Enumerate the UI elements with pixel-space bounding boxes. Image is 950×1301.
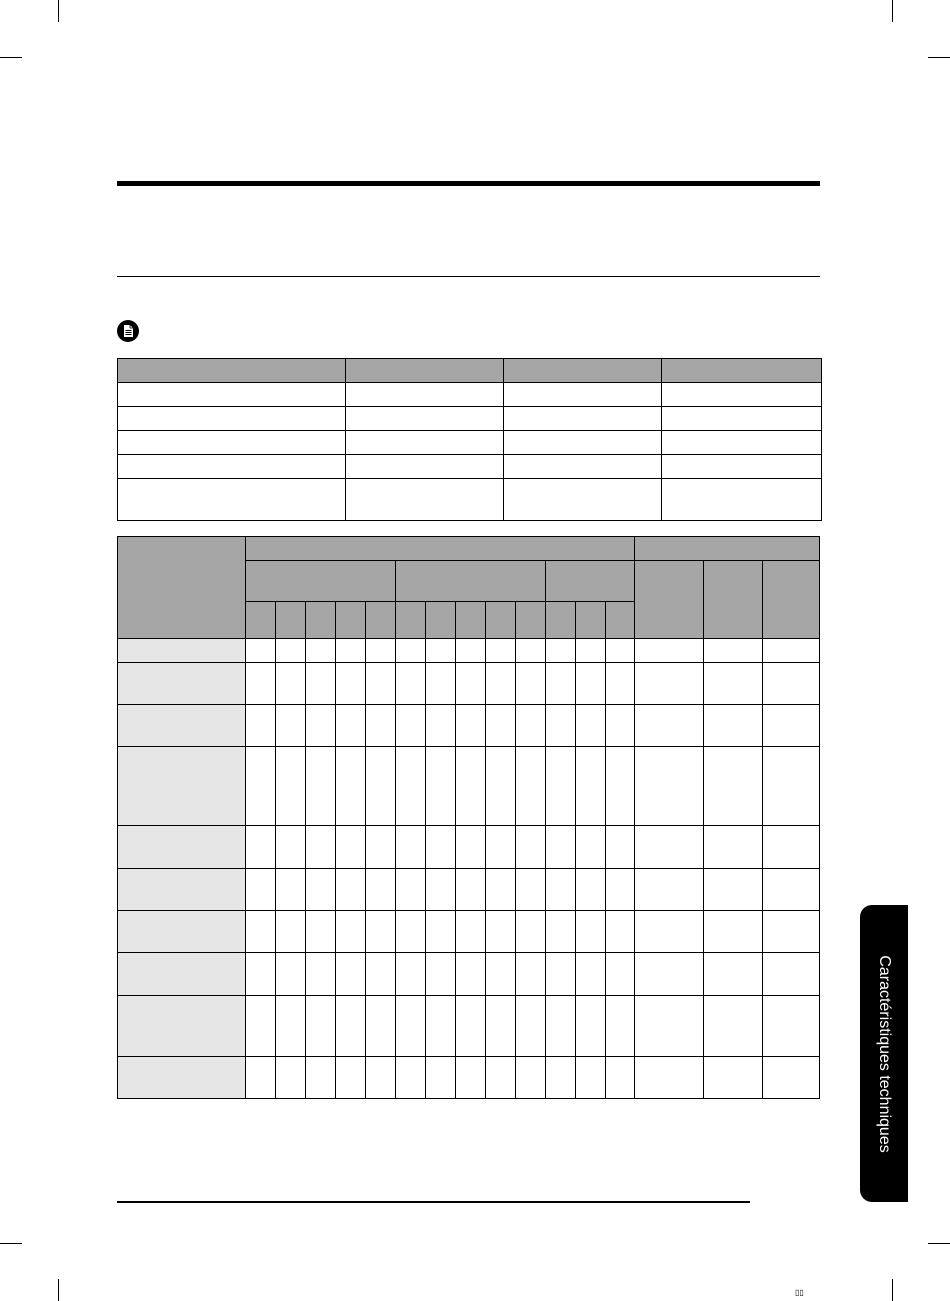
table-cell	[763, 639, 820, 663]
table-cell	[546, 747, 576, 826]
table-cell	[516, 1057, 546, 1099]
table-cell	[704, 869, 763, 911]
table-cell	[704, 663, 763, 705]
table-cell	[366, 826, 396, 869]
table-cell	[606, 663, 635, 705]
table-cell	[704, 953, 763, 996]
table-cell	[276, 1057, 306, 1099]
table-cell	[396, 953, 426, 996]
crop-mark-bottom-right-horizontal	[928, 1243, 950, 1244]
table-cell	[486, 996, 516, 1057]
table-cell	[276, 663, 306, 705]
table-cell	[546, 911, 576, 953]
page-number: ▯▯	[795, 1288, 804, 1297]
table-cell	[246, 996, 276, 1057]
table-cell	[546, 869, 576, 911]
table-cell	[426, 747, 456, 826]
table-cell	[366, 663, 396, 705]
table-cell	[606, 747, 635, 826]
table-cell	[246, 1057, 276, 1099]
table-cell	[456, 705, 486, 747]
table-cell	[763, 663, 820, 705]
table-cell	[306, 911, 336, 953]
table-cell	[246, 826, 276, 869]
table-cell	[396, 747, 426, 826]
table-cell	[336, 826, 366, 869]
table-cell	[396, 869, 426, 911]
table-header-cell	[635, 561, 704, 639]
table-cell	[635, 996, 704, 1057]
table-row-header-cell	[118, 869, 246, 911]
table-cell	[456, 996, 486, 1057]
table-cell	[486, 663, 516, 705]
table-row	[118, 869, 820, 911]
table-cell	[504, 479, 662, 521]
table-cell	[346, 479, 504, 521]
table-cell	[704, 639, 763, 663]
table-cell	[118, 479, 346, 521]
table-header-cell	[546, 602, 576, 639]
table-cell	[576, 705, 606, 747]
table-cell	[396, 1057, 426, 1099]
table-cell	[704, 705, 763, 747]
table-cell	[456, 639, 486, 663]
table-cell	[504, 383, 662, 407]
table-cell	[635, 826, 704, 869]
table-cell	[576, 953, 606, 996]
table-header-group-cell	[635, 537, 820, 561]
table-cell	[576, 869, 606, 911]
table-cell	[635, 663, 704, 705]
table-header-cell	[118, 359, 346, 383]
table-cell	[396, 663, 426, 705]
table-cell	[456, 911, 486, 953]
table-cell	[635, 953, 704, 996]
table-header-cell	[516, 602, 546, 639]
table-cell	[516, 705, 546, 747]
table-cell	[396, 826, 426, 869]
table-cell	[486, 911, 516, 953]
table-cell	[346, 383, 504, 407]
table-header-cell	[366, 602, 396, 639]
table-cell	[276, 996, 306, 1057]
table-cell	[516, 663, 546, 705]
table-cell	[704, 826, 763, 869]
table-cell	[606, 996, 635, 1057]
table-row	[118, 1057, 820, 1099]
table-cell	[306, 869, 336, 911]
table-cell	[366, 705, 396, 747]
table-cell	[635, 705, 704, 747]
table-row-header-cell	[118, 639, 246, 663]
table-header-corner-cell	[118, 537, 246, 639]
table-cell	[426, 996, 456, 1057]
table-header-cell	[576, 602, 606, 639]
table-header-cell	[426, 602, 456, 639]
table-cell	[306, 747, 336, 826]
table-cell	[336, 953, 366, 996]
specifications-table	[117, 358, 822, 521]
table-cell	[306, 639, 336, 663]
table-cell	[486, 953, 516, 996]
program-options-table	[117, 536, 820, 1099]
table-header-cell	[456, 602, 486, 639]
table-header-cell	[346, 359, 504, 383]
table-cell	[662, 383, 822, 407]
table-cell	[456, 826, 486, 869]
table-cell	[276, 639, 306, 663]
table-cell	[516, 996, 546, 1057]
table-cell	[516, 747, 546, 826]
table-cell	[396, 911, 426, 953]
table-row	[118, 663, 820, 705]
table-cell	[276, 869, 306, 911]
table-header-cell	[306, 602, 336, 639]
table-header-cell	[606, 602, 635, 639]
table-cell	[576, 639, 606, 663]
table-cell	[306, 663, 336, 705]
table-cell	[576, 826, 606, 869]
table-cell	[456, 953, 486, 996]
table-cell	[576, 996, 606, 1057]
table-cell	[763, 747, 820, 826]
table-row	[118, 996, 820, 1057]
crop-mark-bottom-left-horizontal	[0, 1243, 22, 1244]
table-header-cell	[246, 602, 276, 639]
table-cell	[456, 663, 486, 705]
table-row-header-cell	[118, 663, 246, 705]
table-cell	[306, 705, 336, 747]
table-row-header-cell	[118, 996, 246, 1057]
table-header-subgroup-cell	[396, 561, 546, 602]
table-header-cell	[763, 561, 820, 639]
table-cell	[276, 911, 306, 953]
table-cell	[246, 663, 276, 705]
table-cell	[246, 747, 276, 826]
table-cell	[346, 431, 504, 455]
table-cell	[456, 869, 486, 911]
table-cell	[504, 455, 662, 479]
table-cell	[306, 826, 336, 869]
crop-mark-top-right-horizontal	[928, 57, 950, 58]
table-cell	[346, 455, 504, 479]
table-body	[118, 639, 820, 1099]
table-cell	[246, 869, 276, 911]
section-top-rule	[117, 181, 820, 186]
table-cell	[366, 996, 396, 1057]
table-cell	[426, 1057, 456, 1099]
table-cell	[486, 1057, 516, 1099]
table-cell	[763, 911, 820, 953]
crop-mark-bottom-right-vertical	[892, 1279, 893, 1301]
table-cell	[763, 869, 820, 911]
table-cell	[366, 869, 396, 911]
table-cell	[576, 911, 606, 953]
table-cell	[306, 996, 336, 1057]
table-cell	[606, 953, 635, 996]
table-cell	[456, 747, 486, 826]
table-cell	[276, 705, 306, 747]
table-cell	[486, 747, 516, 826]
table-cell	[763, 996, 820, 1057]
table-cell	[336, 996, 366, 1057]
table-cell	[662, 431, 822, 455]
table-header-subgroup-cell	[246, 561, 396, 602]
table-cell	[546, 826, 576, 869]
table-cell	[426, 639, 456, 663]
table-row	[118, 911, 820, 953]
table-cell	[426, 911, 456, 953]
table-row-header-cell	[118, 705, 246, 747]
table-cell	[763, 953, 820, 996]
table-cell	[606, 1057, 635, 1099]
table-cell	[336, 869, 366, 911]
table-cell	[662, 455, 822, 479]
table-header-row	[118, 537, 820, 561]
table-cell	[396, 639, 426, 663]
table-cell	[576, 1057, 606, 1099]
crop-mark-top-right-vertical	[892, 0, 893, 22]
table-header-subgroup-cell	[546, 561, 635, 602]
table-cell	[426, 663, 456, 705]
table-cell	[606, 705, 635, 747]
table-cell	[606, 869, 635, 911]
table-row-header-cell	[118, 1057, 246, 1099]
table-cell	[118, 455, 346, 479]
table-cell	[576, 663, 606, 705]
crop-mark-top-left-vertical	[58, 0, 59, 22]
table-cell	[606, 826, 635, 869]
table-cell	[336, 663, 366, 705]
table-header-cell	[704, 561, 763, 639]
crop-mark-top-left-horizontal	[0, 57, 22, 58]
table-cell	[704, 1057, 763, 1099]
table-header-cell	[396, 602, 426, 639]
table-cell	[396, 705, 426, 747]
table-cell	[516, 911, 546, 953]
table-cell	[606, 911, 635, 953]
table-cell	[336, 639, 366, 663]
table-cell	[336, 705, 366, 747]
table-cell	[704, 996, 763, 1057]
table-row-header-cell	[118, 826, 246, 869]
table-header-cell	[504, 359, 662, 383]
table-cell	[336, 911, 366, 953]
table-cell	[336, 1057, 366, 1099]
table-row	[118, 747, 820, 826]
table-cell	[635, 747, 704, 826]
table-row	[118, 431, 822, 455]
table-row	[118, 479, 822, 521]
table-cell	[118, 431, 346, 455]
table-cell	[704, 747, 763, 826]
table-cell	[246, 639, 276, 663]
table-cell	[366, 911, 396, 953]
chapter-tab-label: Caractéristiques techniques	[876, 955, 893, 1153]
table-row	[118, 705, 820, 747]
table-cell	[662, 407, 822, 431]
table-cell	[118, 407, 346, 431]
table-row	[118, 953, 820, 996]
table-cell	[546, 1057, 576, 1099]
footer-rule	[117, 1201, 750, 1203]
table-cell	[763, 1057, 820, 1099]
table-cell	[546, 996, 576, 1057]
table-header-cell	[486, 602, 516, 639]
table-cell	[635, 639, 704, 663]
table-cell	[306, 953, 336, 996]
table-header-cell	[276, 602, 306, 639]
table-row	[118, 455, 822, 479]
table-cell	[118, 383, 346, 407]
table-row-header-cell	[118, 747, 246, 826]
table-header-cell	[662, 359, 822, 383]
table-cell	[346, 407, 504, 431]
table-cell	[336, 747, 366, 826]
table-cell	[662, 479, 822, 521]
table-cell	[504, 431, 662, 455]
table-cell	[426, 953, 456, 996]
table-cell	[635, 1057, 704, 1099]
table-cell	[546, 663, 576, 705]
table-cell	[635, 869, 704, 911]
table-cell	[246, 953, 276, 996]
table-cell	[516, 639, 546, 663]
table-cell	[516, 953, 546, 996]
crop-mark-bottom-left-vertical	[58, 1279, 59, 1301]
table-row	[118, 407, 822, 431]
table-header-row	[118, 359, 822, 383]
table-cell	[366, 639, 396, 663]
table-cell	[366, 1057, 396, 1099]
table-cell	[276, 747, 306, 826]
table-header-group-cell	[246, 537, 635, 561]
table-cell	[635, 911, 704, 953]
table-cell	[366, 953, 396, 996]
table-cell	[486, 826, 516, 869]
table-cell	[704, 911, 763, 953]
table-cell	[486, 869, 516, 911]
table-cell	[546, 705, 576, 747]
table-cell	[426, 826, 456, 869]
table-row	[118, 826, 820, 869]
table-cell	[396, 996, 426, 1057]
table-cell	[516, 869, 546, 911]
table-cell	[576, 747, 606, 826]
table-row-header-cell	[118, 953, 246, 996]
table-cell	[426, 869, 456, 911]
table-cell	[606, 639, 635, 663]
note-icon	[117, 320, 139, 342]
table-cell	[763, 826, 820, 869]
table-cell	[546, 953, 576, 996]
table-cell	[456, 1057, 486, 1099]
table-row	[118, 639, 820, 663]
table-cell	[246, 911, 276, 953]
table-cell	[546, 639, 576, 663]
table-cell	[486, 639, 516, 663]
table-header-cell	[336, 602, 366, 639]
section-divider	[117, 276, 820, 277]
table-cell	[516, 826, 546, 869]
table-cell	[426, 705, 456, 747]
table-cell	[276, 826, 306, 869]
table-cell	[276, 953, 306, 996]
table-cell	[763, 705, 820, 747]
table-cell	[504, 407, 662, 431]
table-cell	[366, 747, 396, 826]
table-row	[118, 383, 822, 407]
table-cell	[246, 705, 276, 747]
table-row-header-cell	[118, 911, 246, 953]
table-cell	[486, 705, 516, 747]
table-cell	[306, 1057, 336, 1099]
